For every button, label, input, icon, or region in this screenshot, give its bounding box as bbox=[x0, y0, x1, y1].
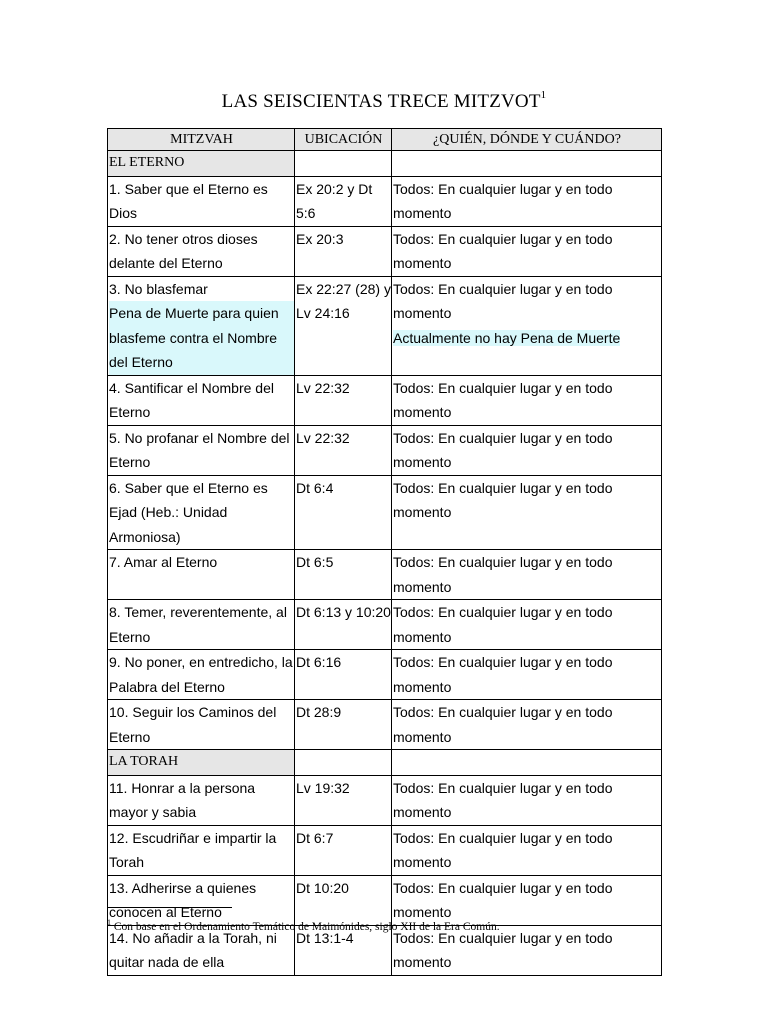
mitzvot-table bbox=[107, 128, 662, 976]
mitzvah-text: 4. Santificar el Nombre del Eterno bbox=[109, 379, 274, 420]
table-row bbox=[108, 475, 662, 550]
mitzvah-cell bbox=[108, 226, 295, 276]
ubicacion-cell: Dt 6:7 bbox=[295, 825, 392, 875]
section-label: EL ETERNO bbox=[108, 151, 295, 177]
footnote-text: Con base en el Ordenamiento Temático de Maimónides, siglo XII de la Era Común. bbox=[113, 920, 500, 933]
quien-text: Todos: En cualquier lugar y en todo momento bbox=[393, 604, 613, 645]
mitzvah-cell bbox=[108, 550, 295, 600]
table-row bbox=[108, 700, 662, 750]
ubicacion-cell: Ex 20:2 y Dt 5:6 bbox=[295, 176, 392, 226]
footnote-divider bbox=[107, 907, 232, 908]
quien-text: Todos: En cualquier lugar y en todo momento bbox=[393, 654, 613, 695]
mitzvah-note: Pena de Muerte para quien blasfeme contra el Nombre del Eterno bbox=[109, 301, 294, 375]
table-row bbox=[108, 425, 662, 475]
mitzvah-text: 14. No añadir a la Torah, ni quitar nada de ella bbox=[109, 929, 277, 970]
mitzvah-cell bbox=[108, 176, 295, 226]
quien-cell bbox=[392, 375, 662, 425]
mitzvah-cell bbox=[108, 700, 295, 750]
ubicacion-cell: Dt 28:9 bbox=[295, 700, 392, 750]
quien-cell bbox=[392, 276, 662, 375]
ubicacion-cell: Ex 22:27 (28) y Lv 24:16 bbox=[295, 276, 392, 375]
ubicacion-cell: Dt 6:5 bbox=[295, 550, 392, 600]
mitzvah-text: 12. Escudriñar e impartir la Torah bbox=[109, 829, 277, 870]
mitzvah-cell bbox=[108, 600, 295, 650]
ubicacion-cell: Ex 20:3 bbox=[295, 226, 392, 276]
header-quien: ¿QUIÉN, DÓNDE Y CUÁNDO? bbox=[392, 129, 662, 151]
quien-text: Todos: En cualquier lugar y en todo momento bbox=[393, 829, 613, 870]
quien-text: Todos: En cualquier lugar y en todo momento bbox=[393, 429, 613, 470]
table-row bbox=[108, 775, 662, 825]
quien-cell bbox=[392, 650, 662, 700]
footnote bbox=[107, 918, 500, 933]
quien-cell bbox=[392, 825, 662, 875]
section-empty-cell bbox=[295, 750, 392, 776]
quien-cell bbox=[392, 176, 662, 226]
mitzvah-text: 1. Saber que el Eterno es Dios bbox=[109, 180, 268, 221]
quien-text: Todos: En cualquier lugar y en todo momento bbox=[393, 929, 613, 970]
header-ubicacion: UBICACIÓN bbox=[295, 129, 392, 151]
mitzvah-text: 9. No poner, en entredicho, la Palabra del Eterno bbox=[109, 654, 293, 695]
mitzvah-text: 8. Temer, reverentemente, al Eterno bbox=[109, 604, 287, 645]
mitzvah-text: 3. No blasfemar bbox=[109, 280, 208, 297]
mitzvah-text: 7. Amar al Eterno bbox=[109, 554, 218, 570]
table-row bbox=[108, 650, 662, 700]
mitzvah-cell bbox=[108, 276, 295, 375]
header-mitzvah: MITZVAH bbox=[108, 129, 295, 151]
table-row bbox=[108, 276, 662, 375]
quien-text: Todos: En cualquier lugar y en todo momento bbox=[393, 230, 613, 271]
table-row bbox=[108, 226, 662, 276]
table-header-row bbox=[108, 129, 662, 151]
title-footnote-mark: 1 bbox=[540, 89, 547, 101]
table-row bbox=[108, 825, 662, 875]
footnote-mark: 1 bbox=[107, 918, 111, 927]
page-title bbox=[0, 91, 768, 113]
mitzvah-text: 10. Seguir los Caminos del Eterno bbox=[109, 704, 277, 745]
quien-cell bbox=[392, 475, 662, 550]
ubicacion-cell: Dt 6:16 bbox=[295, 650, 392, 700]
table-row bbox=[108, 550, 662, 600]
quien-note: Actualmente no hay Pena de Muerte bbox=[393, 329, 621, 346]
section-label: LA TORAH bbox=[108, 750, 295, 776]
section-row bbox=[108, 151, 662, 177]
table-body bbox=[108, 151, 662, 976]
section-row bbox=[108, 750, 662, 776]
mitzvah-cell bbox=[108, 475, 295, 550]
mitzvah-text: 6. Saber que el Eterno es Ejad (Heb.: Unidad Armoniosa) bbox=[109, 479, 268, 545]
mitzvah-text: 2. No tener otros dioses delante del Eterno bbox=[109, 230, 258, 271]
quien-cell bbox=[392, 550, 662, 600]
section-empty-cell bbox=[295, 151, 392, 177]
ubicacion-cell: Dt 6:13 y 10:20 bbox=[295, 600, 392, 650]
mitzvah-text: 11. Honrar a la persona mayor y sabia bbox=[109, 779, 256, 820]
quien-text: Todos: En cualquier lugar y en todo momento bbox=[393, 779, 613, 820]
mitzvah-cell bbox=[108, 775, 295, 825]
section-empty-cell bbox=[392, 750, 662, 776]
ubicacion-cell: Dt 13:1-4 bbox=[295, 925, 392, 975]
quien-text: Todos: En cualquier lugar y en todo momento bbox=[393, 280, 613, 321]
table-row bbox=[108, 600, 662, 650]
quien-text: Todos: En cualquier lugar y en todo momento bbox=[393, 379, 613, 420]
mitzvah-cell bbox=[108, 425, 295, 475]
mitzvah-cell bbox=[108, 650, 295, 700]
quien-text: Todos: En cualquier lugar y en todo momento bbox=[393, 704, 613, 745]
mitzvah-text: 13. Adherirse a quienes conocen al Eterno bbox=[109, 879, 257, 920]
table-row bbox=[108, 375, 662, 425]
ubicacion-cell: Lv 19:32 bbox=[295, 775, 392, 825]
quien-text: Todos: En cualquier lugar y en todo momento bbox=[393, 879, 613, 920]
mitzvah-cell bbox=[108, 825, 295, 875]
quien-cell bbox=[392, 775, 662, 825]
title-text: LAS SEISCIENTAS TRECE MITZVOT bbox=[221, 91, 541, 112]
ubicacion-cell: Lv 22:32 bbox=[295, 425, 392, 475]
ubicacion-cell: Dt 10:20 bbox=[295, 875, 392, 925]
quien-text: Todos: En cualquier lugar y en todo momento bbox=[393, 479, 613, 520]
mitzvah-cell bbox=[108, 375, 295, 425]
ubicacion-cell: Dt 6:4 bbox=[295, 475, 392, 550]
section-empty-cell bbox=[392, 151, 662, 177]
table-row bbox=[108, 176, 662, 226]
ubicacion-cell: Lv 22:32 bbox=[295, 375, 392, 425]
quien-text: Todos: En cualquier lugar y en todo momento bbox=[393, 554, 613, 595]
quien-cell bbox=[392, 700, 662, 750]
quien-cell bbox=[392, 425, 662, 475]
quien-text: Todos: En cualquier lugar y en todo momento bbox=[393, 180, 613, 221]
quien-cell bbox=[392, 600, 662, 650]
mitzvah-text: 5. No profanar el Nombre del Eterno bbox=[109, 429, 290, 470]
quien-cell bbox=[392, 226, 662, 276]
